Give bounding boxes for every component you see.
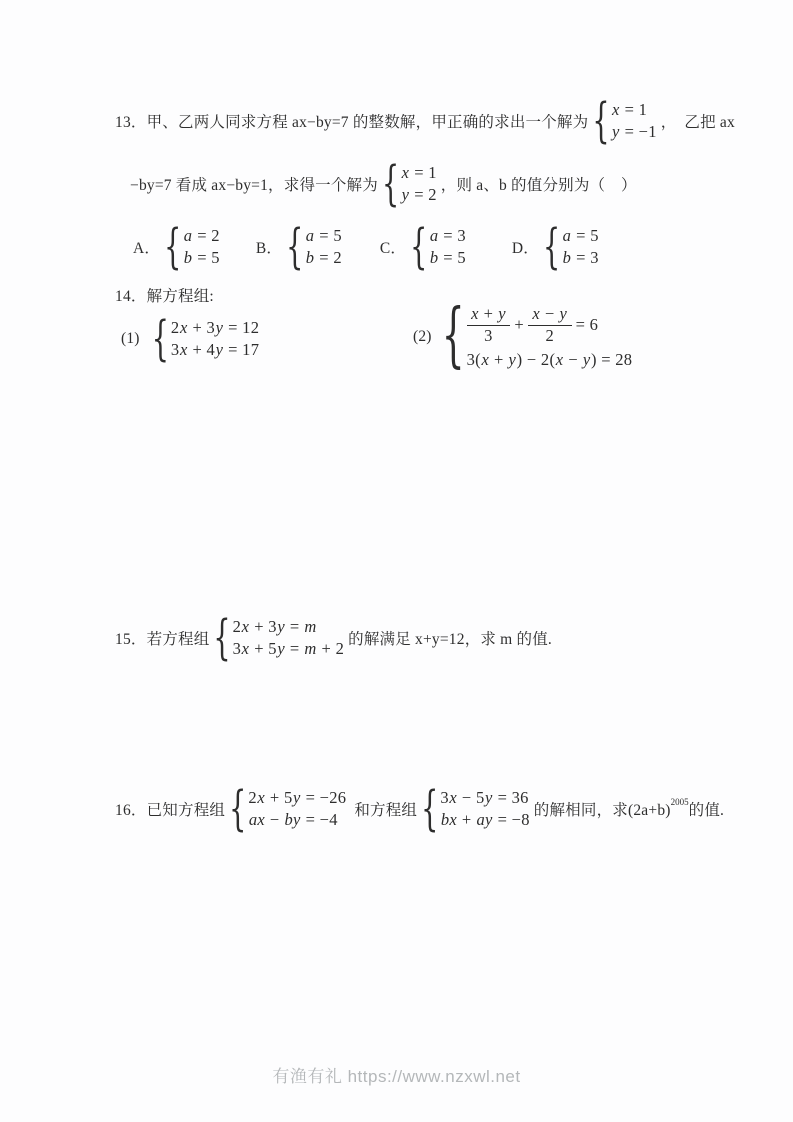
- equation-row: 3(x + y) − 2(x − y) = 28: [466, 349, 633, 369]
- equation-row: a = 3: [429, 226, 466, 245]
- part-1-label: (1): [121, 330, 140, 347]
- option-c-system: [410, 219, 466, 275]
- left-brace: {: [229, 781, 247, 837]
- problem-15: [115, 610, 552, 666]
- equation-row: b = 2: [305, 248, 342, 267]
- equation-system-13b: [381, 156, 437, 212]
- equation-system-15: [213, 610, 345, 666]
- equation-system-14-2: [441, 296, 633, 377]
- problem-13-number: 13．: [115, 114, 147, 131]
- problem-13-options: [133, 219, 603, 275]
- problem-13-line-2: [130, 156, 637, 212]
- left-brace: {: [441, 296, 465, 377]
- option-a: [133, 219, 224, 275]
- left-brace: {: [410, 219, 428, 275]
- equation-row: b = 5: [183, 248, 220, 267]
- fraction-denominator: 2: [545, 325, 555, 345]
- equation-row: 3x + 5y = m + 2: [232, 639, 345, 658]
- equation-row-fractions: [467, 305, 633, 346]
- part-2-label: (2): [413, 328, 432, 346]
- fraction-numerator: x − y: [528, 305, 572, 326]
- left-brace: {: [286, 219, 304, 275]
- equation-row: b = 3: [562, 248, 599, 267]
- problem-13-text-2-tail: ，则 a、b 的值分别为（ ）: [440, 177, 637, 194]
- equation-row: y = 2: [401, 185, 437, 204]
- equation-row: 3x − 5y = 36: [440, 788, 529, 807]
- problem-15-pre: 若方程组: [146, 631, 210, 648]
- left-brace: {: [421, 781, 439, 837]
- equation-row: bx + ay = −8: [440, 810, 530, 829]
- left-brace: {: [381, 156, 400, 212]
- equation-row: a = 2: [183, 226, 220, 245]
- problem-15-post: 的解满足 x+y=12，求 m 的值.: [348, 631, 552, 648]
- option-a-label: A．: [133, 240, 161, 257]
- equation-row: 2x + 5y = −26: [248, 788, 347, 807]
- equation-system-14-1: [151, 311, 260, 367]
- footer-watermark: 有渔有礼 https://www.nzxwl.net: [272, 1067, 521, 1086]
- left-brace: {: [592, 93, 610, 149]
- equation-row: 2x + 3y = m: [232, 617, 317, 636]
- equation-row: 2x + 3y = 12: [170, 318, 260, 337]
- option-b: [255, 219, 346, 275]
- option-d-system: [542, 219, 599, 275]
- left-brace: {: [213, 610, 231, 666]
- equation-system-16a: [229, 781, 347, 837]
- equation-row: a = 5: [305, 226, 342, 245]
- left-brace: {: [164, 219, 182, 275]
- exponent: 2005: [670, 797, 689, 807]
- option-d-label: D．: [511, 240, 539, 257]
- option-c: [379, 219, 470, 275]
- equals-six: = 6: [575, 315, 599, 335]
- left-brace: {: [151, 311, 169, 367]
- option-a-system: [164, 219, 220, 275]
- problem-14-part-1: [121, 311, 263, 367]
- problem-14-part-2: [413, 296, 636, 377]
- fraction-numerator: x + y: [467, 305, 511, 326]
- fraction: [528, 305, 572, 346]
- equation-row: x = 1: [612, 100, 648, 119]
- option-d: [511, 219, 603, 275]
- option-b-label: B．: [255, 240, 283, 257]
- problem-13-text-1: 甲、乙两人同求方程 ax−by=7 的整数解，甲正确的求出一个解为: [146, 114, 589, 131]
- equation-row: a = 5: [562, 226, 599, 245]
- equation-row: y = −1: [612, 122, 657, 141]
- plus-sign: +: [514, 315, 524, 335]
- equation-system-13a: [592, 93, 657, 149]
- problem-16-number: 16．: [115, 802, 147, 819]
- problem-16-pre: 已知方程组: [146, 802, 226, 819]
- equation-row: ax − by = −4: [248, 810, 338, 829]
- equation-row: 3x + 4y = 17: [170, 340, 260, 359]
- problem-16-post-2: 的值.: [688, 802, 725, 819]
- option-b-system: [286, 219, 342, 275]
- fraction-denominator: 3: [484, 325, 493, 345]
- option-c-label: C．: [379, 240, 407, 257]
- equation-system-16b: [421, 781, 530, 837]
- problem-14-title: 解方程组:: [146, 288, 214, 305]
- problem-16: [115, 781, 725, 837]
- equation-row: x = 1: [401, 163, 437, 182]
- problem-13-text-1-tail: ， 乙把 ax: [660, 114, 735, 131]
- equation-row: b = 5: [429, 248, 466, 267]
- problem-14-header: [115, 284, 214, 306]
- problem-16-post: 的解相同，求(2a+b): [533, 802, 671, 819]
- fraction: [467, 305, 511, 346]
- problem-14-number: 14．: [115, 288, 147, 305]
- left-brace: {: [542, 219, 561, 275]
- problem-16-mid: 和方程组: [354, 802, 418, 819]
- problem-15-number: 15．: [115, 631, 147, 648]
- problem-13-text-2: −by=7 看成 ax−by=1，求得一个解为: [130, 177, 378, 194]
- problem-13-line-1: [115, 93, 735, 149]
